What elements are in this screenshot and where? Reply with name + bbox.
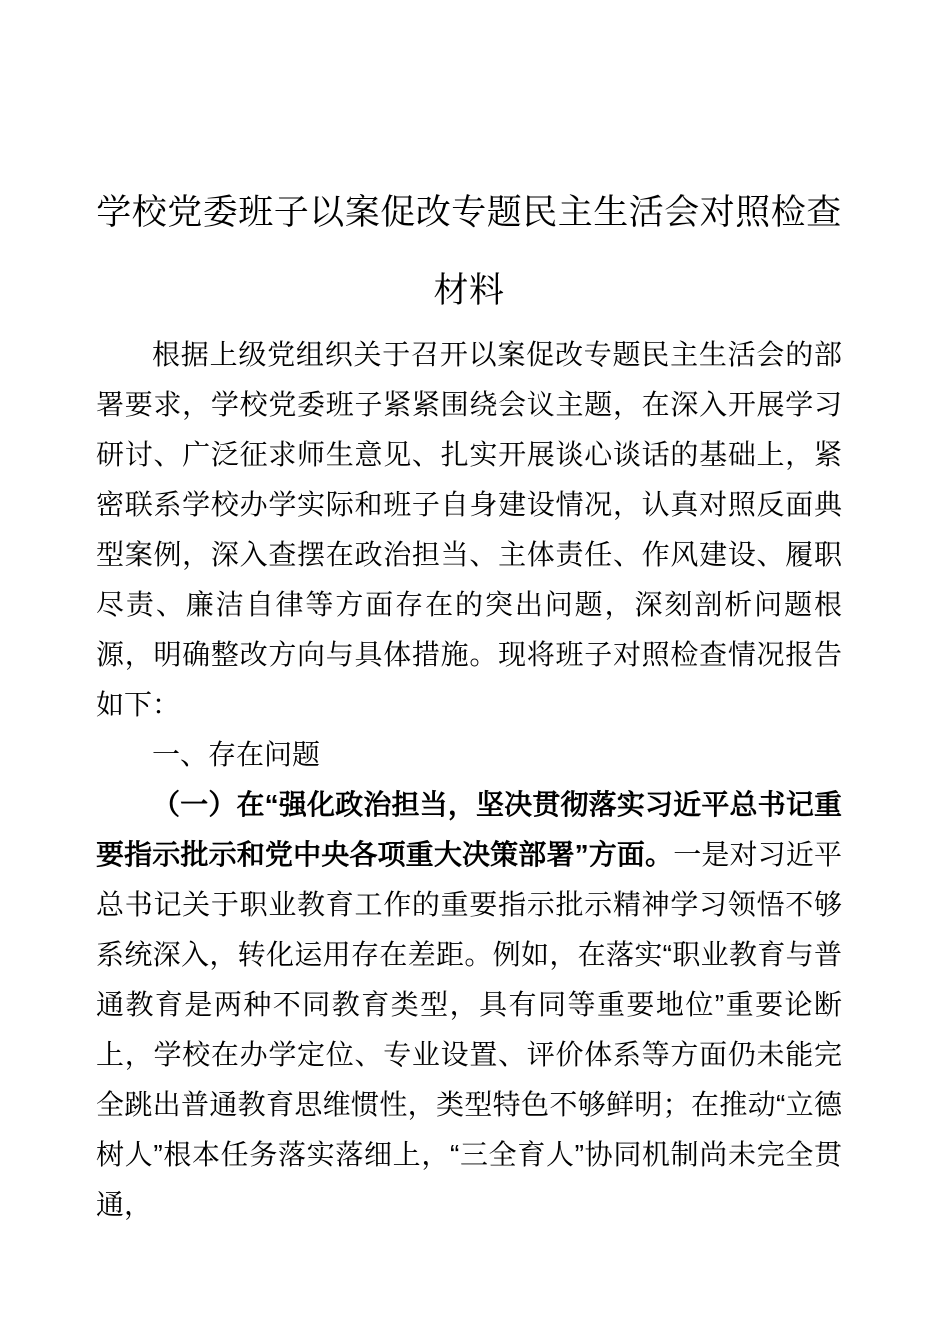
section-heading-existing-problems: 一、存在问题 bbox=[152, 739, 321, 770]
subsection-one-body: 一是对习近平总书记关于职业教育工作的重要指示批示精神学习领悟不够系统深入，转化运用存在差距。例如，在落实“职业教育与普通教育是两种不同教育类型，具有同等重要地位”重要论断上，学校在办学定位、专业设置、评价体系等方面仍未能完全跳出普通教育思维惯性，类型特色不够鲜明；在推动“立德树人”根本任务落实落细上，“三全育人”协同机制尚未完全贯通， bbox=[96, 839, 842, 1220]
subsection-one-heading: （一）在“强化政治担当，坚决贯彻落实习近平总书记重要指示批示和党中央各项重大决策部署”方面。 bbox=[96, 789, 842, 870]
document-body bbox=[96, 0, 842, 1230]
paragraph-intro: 根据上级党组织关于召开以案促改专题民主生活会的部署要求，学校党委班子紧紧围绕会议主题，在深入开展学习研讨、广泛征求师生意见、扎实开展谈心谈话的基础上，紧密联系学校办学实际和班子自身建设情况，认真对照反面典型案例，深入查摆在政治担当、主体责任、作风建设、履职尽责、廉洁自律等方面存在的突出问题，深刻剖析问题根源，明确整改方向与具体措施。现将班子对照检查情况报告如下： bbox=[96, 339, 842, 720]
page-title: 学校党委班子以案促改专题民主生活会对照检查材料 bbox=[96, 193, 842, 310]
subsection-one bbox=[96, 780, 842, 1230]
